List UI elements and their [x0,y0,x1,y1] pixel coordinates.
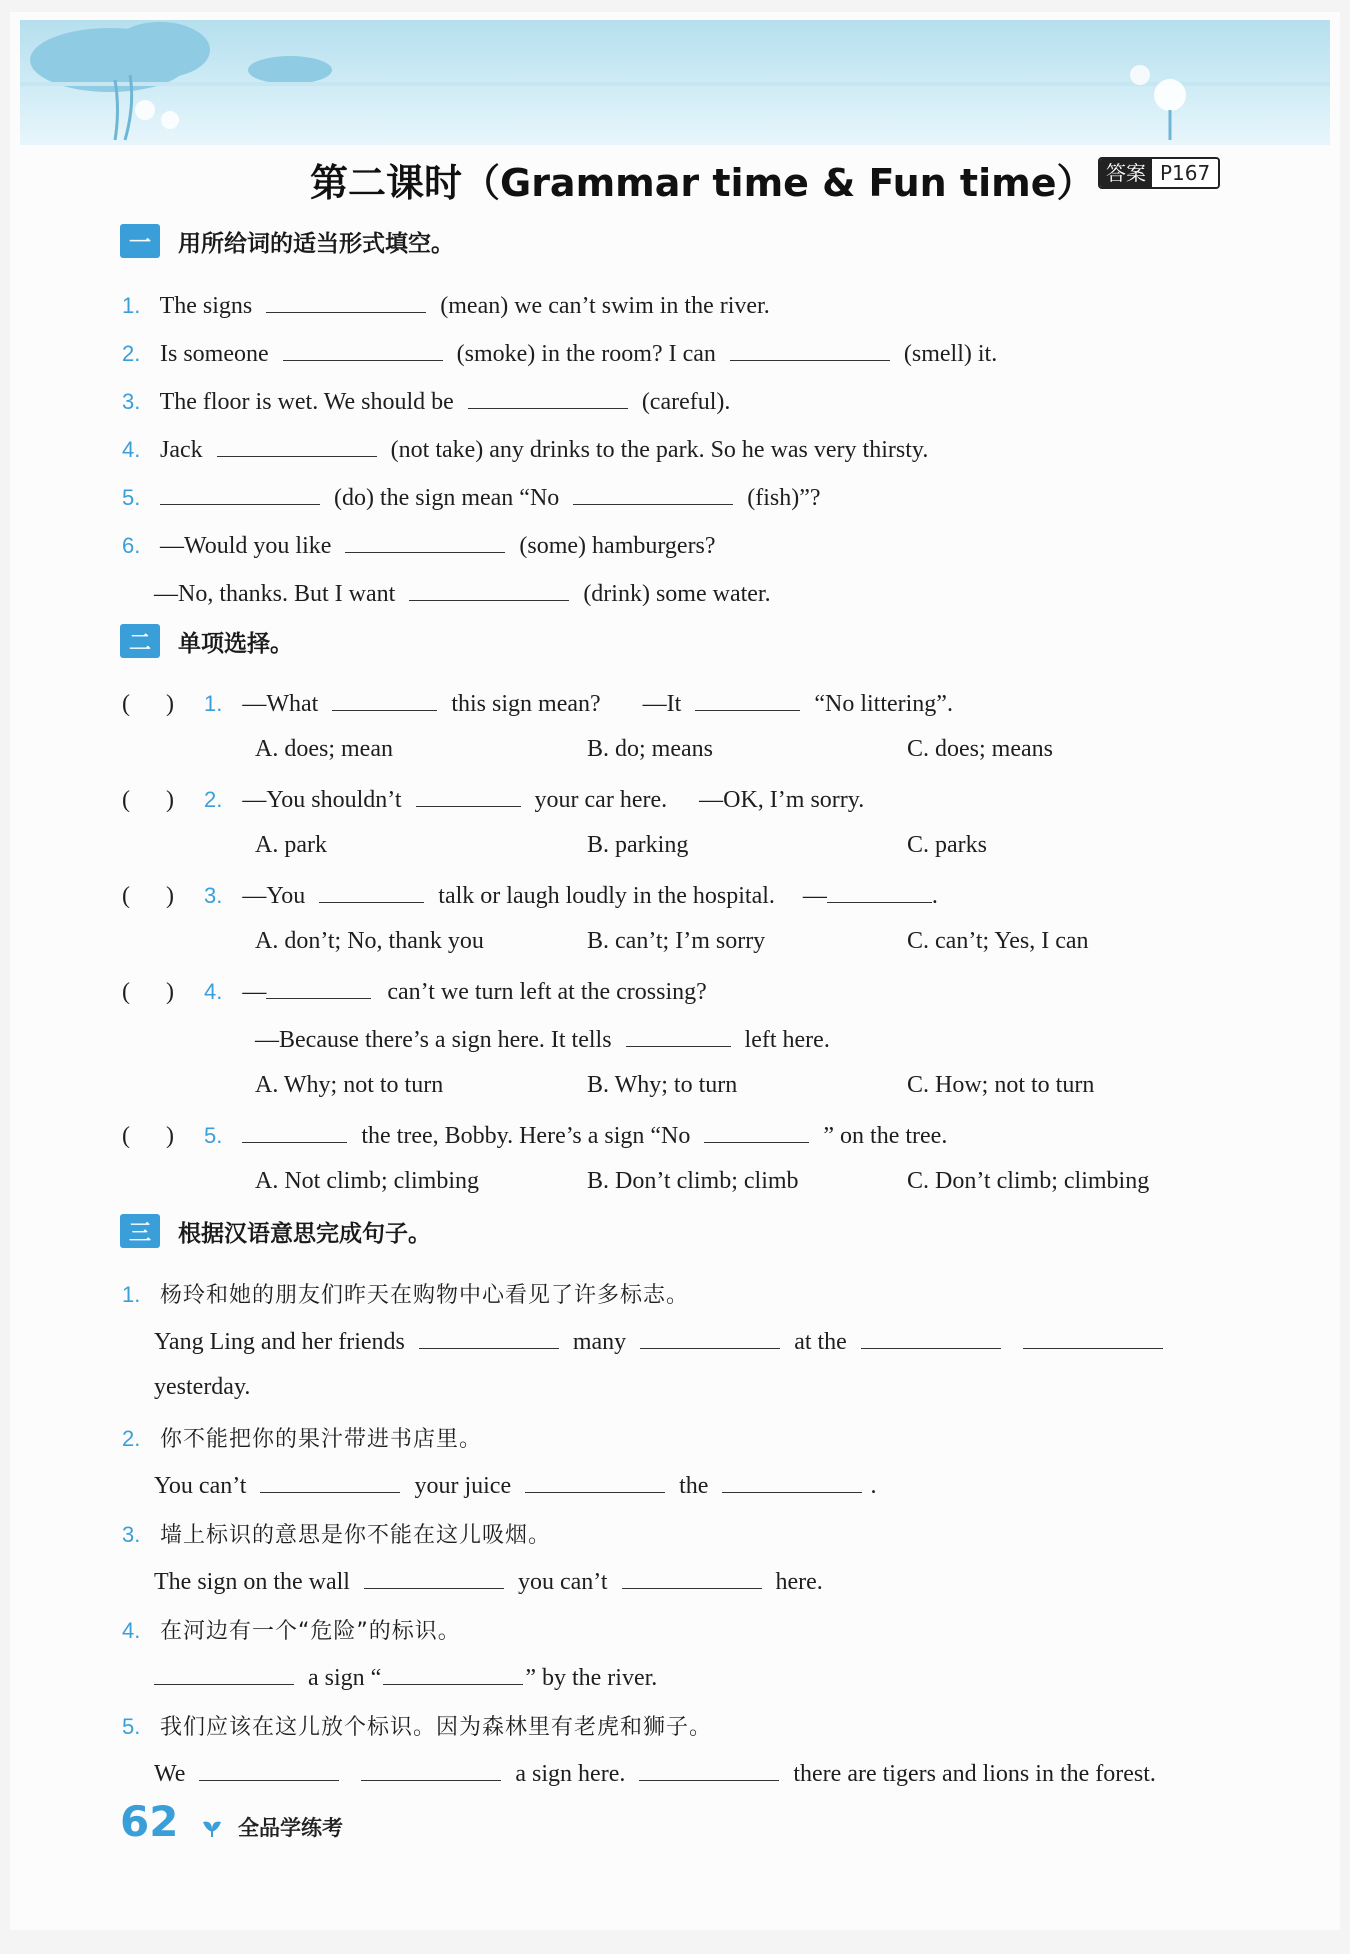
answer-blank[interactable] [242,1120,347,1143]
option-b[interactable]: B. Don’t climb; climb [587,1168,799,1194]
chinese-prompt: 在河边有一个“危险”的标识。 [160,1619,461,1644]
item-number: 2. [122,341,141,366]
answer-blank[interactable] [640,1326,780,1349]
item-text: (drink) some water. [583,581,771,607]
item-text: — [802,883,827,909]
answer-blank[interactable] [283,338,443,361]
s1-item-6-reply [154,578,771,608]
item-number: 4. [122,1618,141,1643]
answer-blank[interactable] [525,1470,665,1493]
item-text: can’t we turn left at the crossing? [387,979,707,1005]
item-text: at the [794,1329,847,1355]
option-a[interactable]: A. don’t; No, thank you [255,928,484,954]
section-1-title: 用所给词的适当形式填空。 [178,230,454,257]
s3-item-3-chinese [122,1518,551,1549]
item-text: ” on the tree. [823,1123,948,1149]
s3-item-5-english [154,1758,1156,1788]
s2-question-3 [122,880,938,910]
item-text: this sign mean? [451,691,601,717]
answer-blank[interactable] [319,880,424,903]
option-c[interactable]: C. can’t; Yes, I can [907,928,1089,954]
worksheet-page [10,12,1340,1930]
section-3-title: 根据汉语意思完成句子。 [178,1220,431,1247]
answer-blank[interactable] [722,1470,862,1493]
option-b[interactable]: B. do; means [587,736,713,762]
page-number: 62 [120,1797,179,1846]
item-text: . [931,883,938,909]
option-a[interactable]: A. does; mean [255,736,393,762]
item-text: your car here. [534,787,668,813]
section-2-title: 单项选择。 [178,630,293,657]
banner-illustration [20,20,1330,145]
option-c[interactable]: C. How; not to turn [907,1072,1095,1098]
item-number: 5. [122,485,141,510]
page-title: 第二课时（Grammar time & Fun time） [310,161,1095,205]
item-number: 1. [122,1282,141,1307]
chinese-prompt: 我们应该在这儿放个标识。因为森林里有老虎和狮子。 [160,1715,713,1740]
answer-parentheses[interactable]: ( ) [122,1123,174,1149]
answer-page: P167 [1152,159,1218,187]
item-text: many [572,1329,627,1355]
item-text: (careful). [641,389,731,415]
s2-question-1 [122,688,953,718]
item-text: . [870,1473,877,1499]
option-a[interactable]: A. Not climb; climbing [255,1168,479,1194]
section-3-number: 三 [120,1214,160,1248]
item-text: (some) hamburgers? [519,533,716,559]
answer-blank[interactable] [468,386,628,409]
answer-blank[interactable] [409,578,569,601]
s3-item-4-chinese [122,1614,461,1645]
section-3-header [120,1214,431,1248]
item-text: —What [242,691,319,717]
item-text: ” by the river. [525,1665,658,1691]
s3-item-5-chinese [122,1710,712,1741]
answer-blank[interactable] [1023,1326,1163,1349]
s2-question-2 [122,784,864,814]
item-text: the [679,1473,709,1499]
option-c[interactable]: C. parks [907,832,987,858]
item-text: You can’t [154,1473,247,1499]
answer-blank[interactable] [199,1758,339,1781]
section-2-header [120,624,293,658]
chinese-prompt: 杨玲和她的朋友们昨天在购物中心看见了许多标志。 [160,1283,690,1308]
answer-blank[interactable] [416,784,521,807]
header-banner [20,20,1330,145]
item-text: (smoke) in the room? I can [456,341,716,367]
item-text: left here. [744,1027,830,1053]
answer-blank[interactable] [332,688,437,711]
item-number: 3. [122,1522,141,1547]
item-text: here. [775,1569,823,1595]
option-a[interactable]: A. Why; not to turn [255,1072,444,1098]
leaf-icon [200,1818,224,1838]
brand-name: 全品学练考 [238,1816,343,1840]
s3-item-2-chinese [122,1422,482,1453]
option-b[interactable]: B. can’t; I’m sorry [587,928,766,954]
answer-parentheses[interactable]: ( ) [122,787,174,813]
answer-blank[interactable] [266,976,371,999]
item-number: 3. [204,883,223,908]
answer-blank[interactable] [260,1470,400,1493]
answer-blank[interactable] [266,290,426,313]
item-text: Jack [160,437,203,463]
answer-parentheses[interactable]: ( ) [122,691,174,717]
s1-item-2 [122,338,997,368]
section-2-number: 二 [120,624,160,658]
s1-item-6 [122,530,716,560]
s3-item-1-chinese [122,1278,689,1309]
answer-blank[interactable] [419,1326,559,1349]
section-1-number: 一 [120,224,160,258]
option-a[interactable]: A. park [255,832,327,858]
item-text: a sign here. [515,1761,626,1787]
item-text: Yang Ling and her friends [154,1329,405,1355]
answer-blank[interactable] [361,1758,501,1781]
item-number: 3. [122,389,141,414]
item-number: 4. [122,437,141,462]
s1-item-5 [122,482,821,512]
item-number: 5. [122,1714,141,1739]
item-text: “No littering”. [814,691,953,717]
item-text: We [154,1761,186,1787]
item-text: The floor is wet. We should be [159,389,454,415]
item-text: —You [242,883,306,909]
answer-parentheses[interactable]: ( ) [122,883,174,909]
item-text: —You shouldn’t [242,787,402,813]
item-text: The signs [159,293,253,319]
item-text: (mean) we can’t swim in the river. [440,293,770,319]
s1-item-3 [122,386,730,416]
item-number: 1. [204,691,223,716]
s2-question-5 [122,1120,947,1150]
item-text: —Would you like [160,533,332,559]
item-text: yesterday. [154,1374,251,1400]
chinese-prompt: 墙上标识的意思是你不能在这儿吸烟。 [160,1523,552,1548]
answer-blank[interactable] [383,1662,523,1685]
option-b[interactable]: B. Why; to turn [587,1072,738,1098]
chinese-prompt: 你不能把你的果汁带进书店里。 [160,1427,483,1452]
item-text: The sign on the wall [154,1569,350,1595]
section-1-header [120,224,454,258]
item-text: you can’t [517,1569,608,1595]
option-c[interactable]: C. Don’t climb; climbing [907,1168,1150,1194]
item-number: 4. [204,979,223,1004]
item-text: (smell) it. [903,341,998,367]
answer-blank[interactable] [827,880,932,903]
item-text: (fish)”? [747,485,821,511]
s2-question-4-line2 [255,1024,830,1054]
item-number: 5. [204,1123,223,1148]
item-text: —It [642,691,682,717]
item-number: 2. [204,787,223,812]
item-text: your juice [414,1473,512,1499]
item-text: (do) the sign mean “No [334,485,560,511]
answer-blank[interactable] [704,1120,809,1143]
answer-blank[interactable] [154,1662,294,1685]
s3-item-1-english [154,1326,1171,1356]
s3-item-2-english [154,1470,876,1500]
item-text: the tree, Bobby. Here’s a sign “No [361,1123,691,1149]
s3-item-1-english-line2 [154,1374,250,1401]
s1-item-1 [122,290,770,320]
answer-label: 答案 [1100,159,1152,187]
s2-question-4 [122,976,707,1006]
item-text: talk or laugh loudly in the hospital. [438,883,775,909]
item-number: 6. [122,533,141,558]
answer-blank[interactable] [217,434,377,457]
answer-reference-badge [1098,157,1220,189]
item-text: there are tigers and lions in the forest. [793,1761,1156,1787]
item-text: — [242,979,267,1005]
answer-blank[interactable] [364,1566,504,1589]
answer-blank[interactable] [626,1024,731,1047]
item-number: 1. [122,293,141,318]
option-b[interactable]: B. parking [587,832,689,858]
answer-blank[interactable] [345,530,505,553]
answer-blank[interactable] [573,482,733,505]
s3-item-3-english [154,1566,823,1596]
item-text: a sign “ [308,1665,382,1691]
option-c[interactable]: C. does; means [907,736,1053,762]
item-text: (not take) any drinks to the park. So he was very thirsty. [390,437,929,463]
item-text: —OK, I’m sorry. [699,787,865,813]
answer-blank[interactable] [695,688,800,711]
answer-blank[interactable] [861,1326,1001,1349]
item-text: Is someone [160,341,269,367]
answer-blank[interactable] [639,1758,779,1781]
item-text: —Because there’s a sign here. It tells [255,1027,612,1053]
answer-blank[interactable] [730,338,890,361]
item-number: 2. [122,1426,141,1451]
item-text: —No, thanks. But I want [154,581,396,607]
answer-blank[interactable] [622,1566,762,1589]
answer-parentheses[interactable]: ( ) [122,979,174,1005]
s1-item-4 [122,434,928,464]
answer-blank[interactable] [160,482,320,505]
s3-item-4-english [154,1662,657,1692]
